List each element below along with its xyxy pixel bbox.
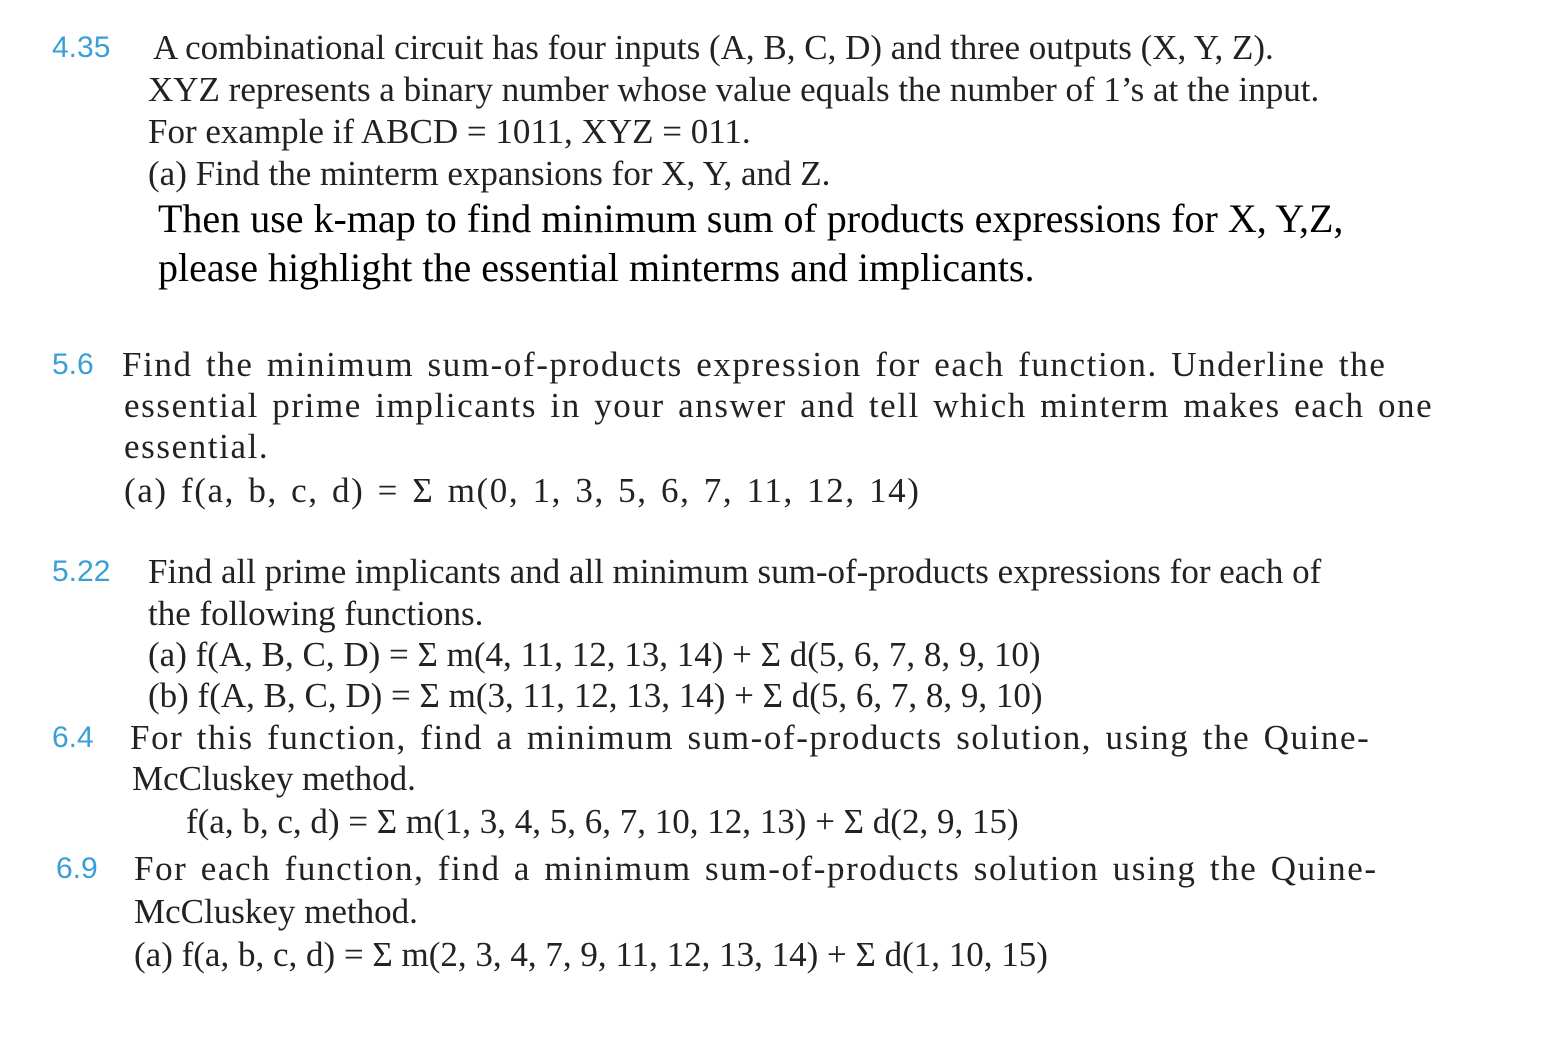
- problem-text-line: Find the minimum sum-of-products expression for each function. Underline the: [122, 345, 1387, 384]
- problem-text-line: XYZ represents a binary number whose value equals the number of 1’s at the input.: [148, 70, 1320, 109]
- problem-number: 5.6: [52, 348, 94, 381]
- problem-part-a: (a) f(a, b, c, d) = Σ m(0, 1, 3, 5, 6, 7, 11, 12, 14): [124, 471, 921, 510]
- problem-text-line: the following functions.: [148, 594, 484, 633]
- problem-number: 6.4: [52, 721, 94, 754]
- problem-text-line: For this function, find a minimum sum-of-products solution, using the Quine-: [130, 718, 1371, 757]
- problem-text-line: essential prime implicants in your answer and tell which minterm makes each one: [124, 386, 1434, 425]
- problem-equation: f(a, b, c, d) = Σ m(1, 3, 4, 5, 6, 7, 10, 12, 13) + Σ d(2, 9, 15): [186, 802, 1019, 841]
- instructor-note-line: please highlight the essential minterms and implicants.: [158, 245, 1035, 290]
- problem-text-line: McCluskey method.: [134, 892, 418, 931]
- problem-number: 6.9: [56, 852, 98, 885]
- problem-text-line: essential.: [124, 427, 270, 466]
- problem-number: 5.22: [52, 555, 111, 588]
- problem-text-line: For each function, find a minimum sum-of-products solution using the Quine-: [134, 849, 1378, 888]
- problem-part-a: (a) f(a, b, c, d) = Σ m(2, 3, 4, 7, 9, 11, 12, 13, 14) + Σ d(1, 10, 15): [134, 935, 1048, 974]
- problem-part-b: (b) f(A, B, C, D) = Σ m(3, 11, 12, 13, 14) + Σ d(5, 6, 7, 8, 9, 10): [148, 676, 1043, 715]
- problem-text-line: McCluskey method.: [132, 759, 416, 798]
- problem-part-a: (a) f(A, B, C, D) = Σ m(4, 11, 12, 13, 14) + Σ d(5, 6, 7, 8, 9, 10): [148, 635, 1041, 674]
- problem-text-line: For example if ABCD = 1011, XYZ = 011.: [148, 112, 751, 151]
- problem-text-line: A combinational circuit has four inputs (A, B, C, D) and three outputs (X, Y, Z).: [153, 28, 1274, 67]
- problem-part-a: (a) Find the minterm expansions for X, Y, and Z.: [148, 154, 831, 193]
- instructor-note-line: Then use k-map to find minimum sum of products expressions for X, Y,Z,: [158, 196, 1344, 241]
- problem-number: 4.35: [52, 31, 111, 64]
- problem-text-line: Find all prime implicants and all minimum sum-of-products expressions for each of: [148, 552, 1322, 591]
